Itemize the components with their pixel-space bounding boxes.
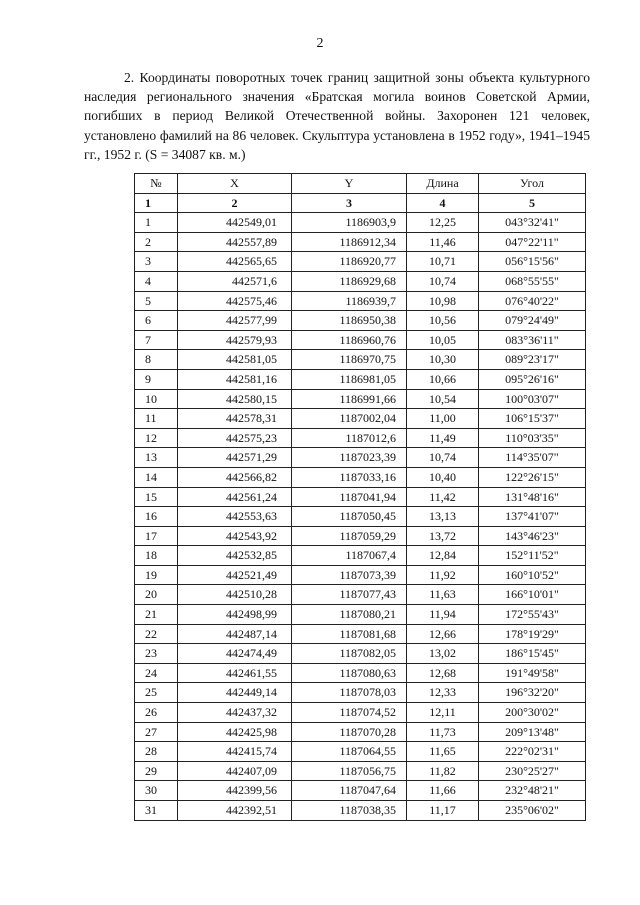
table-row [135, 409, 586, 429]
cell-angle: 110°03'35" [479, 428, 586, 448]
cell-length: 10,74 [407, 271, 479, 291]
cell-angle: 196°32'20" [479, 683, 586, 703]
cell-x: 442571,6 [178, 271, 292, 291]
cell-y: 1187082,05 [292, 644, 407, 664]
cell-y: 1187041,94 [292, 487, 407, 507]
cell-y: 1186991,66 [292, 389, 407, 409]
cell-number: 5 [135, 291, 178, 311]
cell-number: 10 [135, 389, 178, 409]
cell-y: 1187064,55 [292, 742, 407, 762]
table-row [135, 467, 586, 487]
cell-number: 20 [135, 585, 178, 605]
cell-x: 442549,01 [178, 213, 292, 233]
cell-y: 1186981,05 [292, 369, 407, 389]
cell-number: 30 [135, 781, 178, 801]
cell-number: 21 [135, 605, 178, 625]
cell-length: 11,63 [407, 585, 479, 605]
table-header-row [135, 174, 586, 194]
cell-number: 23 [135, 644, 178, 664]
header-number: № [135, 174, 178, 194]
cell-y: 1186929,68 [292, 271, 407, 291]
cell-y: 1186960,76 [292, 330, 407, 350]
cell-y: 1187077,43 [292, 585, 407, 605]
cell-angle: 089°23'17" [479, 350, 586, 370]
cell-x: 442407,09 [178, 761, 292, 781]
cell-angle: 131°48'16" [479, 487, 586, 507]
cell-length: 11,94 [407, 605, 479, 625]
cell-length: 11,17 [407, 801, 479, 821]
header-y: Y [292, 174, 407, 194]
cell-x: 442566,82 [178, 467, 292, 487]
cell-y: 1186950,38 [292, 311, 407, 331]
cell-angle: 143°46'23" [479, 526, 586, 546]
cell-angle: 079°24'49" [479, 311, 586, 331]
cell-y: 1187073,39 [292, 565, 407, 585]
cell-number: 3 [135, 252, 178, 272]
cell-y: 1187002,04 [292, 409, 407, 429]
table-row [135, 291, 586, 311]
cell-x: 442579,93 [178, 330, 292, 350]
cell-y: 1187081,68 [292, 624, 407, 644]
cell-length: 12,84 [407, 546, 479, 566]
cell-number: 28 [135, 742, 178, 762]
table-row [135, 507, 586, 527]
table-row [135, 213, 586, 233]
cell-y: 1187023,39 [292, 448, 407, 468]
cell-length: 10,54 [407, 389, 479, 409]
intro-paragraph: 2. Координаты поворотных точек границ защитной зоны объекта культурного наследия регионального значения «Братская могила воинов Советской Армии, погибших в период Великой Отечественной войны. Захоронен 121 человек, установлено фамилий на 86 человек. Скульптура установлена в 1952 году», 1941–1945 гг., 1952 г. (S = 34087 кв. м.) [84, 70, 590, 162]
cell-angle: 100°03'07" [479, 389, 586, 409]
table-row [135, 742, 586, 762]
cell-y: 1187050,45 [292, 507, 407, 527]
cell-x: 442577,99 [178, 311, 292, 331]
table-row [135, 781, 586, 801]
cell-y: 1187038,35 [292, 801, 407, 821]
table-row [135, 624, 586, 644]
cell-number: 12 [135, 428, 178, 448]
cell-angle: 047°22'11" [479, 232, 586, 252]
table-row [135, 801, 586, 821]
cell-length: 11,42 [407, 487, 479, 507]
cell-angle: 186°15'45" [479, 644, 586, 664]
cell-angle: 166°10'01" [479, 585, 586, 605]
cell-y: 1187033,16 [292, 467, 407, 487]
cell-angle: 122°26'15" [479, 467, 586, 487]
cell-angle: 056°15'56" [479, 252, 586, 272]
column-number: 2 [178, 193, 292, 213]
table-row [135, 252, 586, 272]
cell-y: 1186970,75 [292, 350, 407, 370]
cell-length: 12,68 [407, 663, 479, 683]
cell-angle: 076°40'22" [479, 291, 586, 311]
cell-length: 12,33 [407, 683, 479, 703]
table-row [135, 330, 586, 350]
column-number: 5 [479, 193, 586, 213]
cell-y: 1186912,34 [292, 232, 407, 252]
cell-angle: 230°25'27" [479, 761, 586, 781]
column-number: 3 [292, 193, 407, 213]
cell-number: 6 [135, 311, 178, 331]
cell-length: 10,66 [407, 369, 479, 389]
cell-number: 11 [135, 409, 178, 429]
cell-x: 442521,49 [178, 565, 292, 585]
cell-y: 1187074,52 [292, 703, 407, 723]
cell-x: 442399,56 [178, 781, 292, 801]
cell-length: 10,98 [407, 291, 479, 311]
cell-y: 1187056,75 [292, 761, 407, 781]
cell-number: 1 [135, 213, 178, 233]
table-row [135, 369, 586, 389]
table-row [135, 350, 586, 370]
cell-y: 1186939,7 [292, 291, 407, 311]
header-length: Длина [407, 174, 479, 194]
cell-length: 11,82 [407, 761, 479, 781]
column-number: 1 [135, 193, 178, 213]
cell-x: 442498,99 [178, 605, 292, 625]
cell-x: 442437,32 [178, 703, 292, 723]
cell-x: 442461,55 [178, 663, 292, 683]
cell-number: 2 [135, 232, 178, 252]
table-row [135, 703, 586, 723]
cell-number: 17 [135, 526, 178, 546]
cell-x: 442581,05 [178, 350, 292, 370]
cell-angle: 160°10'52" [479, 565, 586, 585]
table-row [135, 546, 586, 566]
cell-y: 1187080,21 [292, 605, 407, 625]
cell-x: 442553,63 [178, 507, 292, 527]
table-row [135, 526, 586, 546]
cell-angle: 222°02'31" [479, 742, 586, 762]
cell-number: 31 [135, 801, 178, 821]
cell-number: 14 [135, 467, 178, 487]
cell-x: 442543,92 [178, 526, 292, 546]
cell-x: 442578,31 [178, 409, 292, 429]
table-body [135, 193, 586, 820]
cell-number: 22 [135, 624, 178, 644]
cell-length: 11,46 [407, 232, 479, 252]
cell-x: 442580,15 [178, 389, 292, 409]
cell-length: 10,71 [407, 252, 479, 272]
cell-x: 442571,29 [178, 448, 292, 468]
cell-length: 11,65 [407, 742, 479, 762]
cell-length: 10,56 [407, 311, 479, 331]
cell-angle: 235°06'02" [479, 801, 586, 821]
cell-x: 442415,74 [178, 742, 292, 762]
cell-number: 29 [135, 761, 178, 781]
cell-length: 13,13 [407, 507, 479, 527]
cell-y: 1187067,4 [292, 546, 407, 566]
cell-number: 13 [135, 448, 178, 468]
cell-x: 442557,89 [178, 232, 292, 252]
table-row [135, 761, 586, 781]
cell-length: 10,05 [407, 330, 479, 350]
cell-x: 442581,16 [178, 369, 292, 389]
cell-x: 442532,85 [178, 546, 292, 566]
table-row [135, 565, 586, 585]
table-row [135, 232, 586, 252]
cell-x: 442449,14 [178, 683, 292, 703]
cell-number: 8 [135, 350, 178, 370]
cell-number: 7 [135, 330, 178, 350]
cell-number: 24 [135, 663, 178, 683]
cell-angle: 083°36'11" [479, 330, 586, 350]
cell-angle: 191°49'58" [479, 663, 586, 683]
header-x: X [178, 174, 292, 194]
cell-angle: 232°48'21" [479, 781, 586, 801]
cell-x: 442425,98 [178, 722, 292, 742]
cell-angle: 209°13'48" [479, 722, 586, 742]
table-row [135, 311, 586, 331]
cell-length: 10,30 [407, 350, 479, 370]
cell-number: 9 [135, 369, 178, 389]
cell-length: 11,92 [407, 565, 479, 585]
cell-length: 11,00 [407, 409, 479, 429]
cell-y: 1186920,77 [292, 252, 407, 272]
cell-number: 18 [135, 546, 178, 566]
cell-number: 26 [135, 703, 178, 723]
table-row [135, 271, 586, 291]
table-row [135, 389, 586, 409]
cell-x: 442561,24 [178, 487, 292, 507]
cell-angle: 200°30'02" [479, 703, 586, 723]
cell-angle: 172°55'43" [479, 605, 586, 625]
cell-x: 442487,14 [178, 624, 292, 644]
cell-number: 4 [135, 271, 178, 291]
cell-angle: 178°19'29" [479, 624, 586, 644]
cell-y: 1187078,03 [292, 683, 407, 703]
cell-number: 16 [135, 507, 178, 527]
column-number: 4 [407, 193, 479, 213]
cell-y: 1187012,6 [292, 428, 407, 448]
cell-length: 12,25 [407, 213, 479, 233]
cell-length: 11,66 [407, 781, 479, 801]
cell-y: 1187080,63 [292, 663, 407, 683]
cell-angle: 152°11'52" [479, 546, 586, 566]
table-row [135, 448, 586, 468]
cell-length: 12,11 [407, 703, 479, 723]
table-row [135, 585, 586, 605]
cell-number: 19 [135, 565, 178, 585]
cell-x: 442474,49 [178, 644, 292, 664]
cell-length: 11,73 [407, 722, 479, 742]
cell-angle: 114°35'07" [479, 448, 586, 468]
coordinates-table [134, 173, 586, 821]
cell-length: 12,66 [407, 624, 479, 644]
page-number: 2 [316, 36, 324, 51]
cell-number: 15 [135, 487, 178, 507]
cell-x: 442565,65 [178, 252, 292, 272]
cell-angle: 106°15'37" [479, 409, 586, 429]
cell-length: 10,74 [407, 448, 479, 468]
cell-y: 1186903,9 [292, 213, 407, 233]
cell-angle: 137°41'07" [479, 507, 586, 527]
cell-y: 1187059,29 [292, 526, 407, 546]
table-row [135, 428, 586, 448]
cell-x: 442575,23 [178, 428, 292, 448]
table-row [135, 644, 586, 664]
cell-length: 13,72 [407, 526, 479, 546]
table-row [135, 605, 586, 625]
cell-length: 11,49 [407, 428, 479, 448]
cell-x: 442392,51 [178, 801, 292, 821]
cell-x: 442510,28 [178, 585, 292, 605]
table-row [135, 663, 586, 683]
cell-angle: 043°32'41" [479, 213, 586, 233]
column-number-row [135, 193, 586, 213]
cell-number: 25 [135, 683, 178, 703]
table-row [135, 487, 586, 507]
cell-angle: 095°26'16" [479, 369, 586, 389]
cell-x: 442575,46 [178, 291, 292, 311]
cell-angle: 068°55'55" [479, 271, 586, 291]
table-row [135, 683, 586, 703]
cell-length: 10,40 [407, 467, 479, 487]
header-angle: Угол [479, 174, 586, 194]
cell-y: 1187047,64 [292, 781, 407, 801]
cell-number: 27 [135, 722, 178, 742]
cell-length: 13,02 [407, 644, 479, 664]
table-row [135, 722, 586, 742]
cell-y: 1187070,28 [292, 722, 407, 742]
